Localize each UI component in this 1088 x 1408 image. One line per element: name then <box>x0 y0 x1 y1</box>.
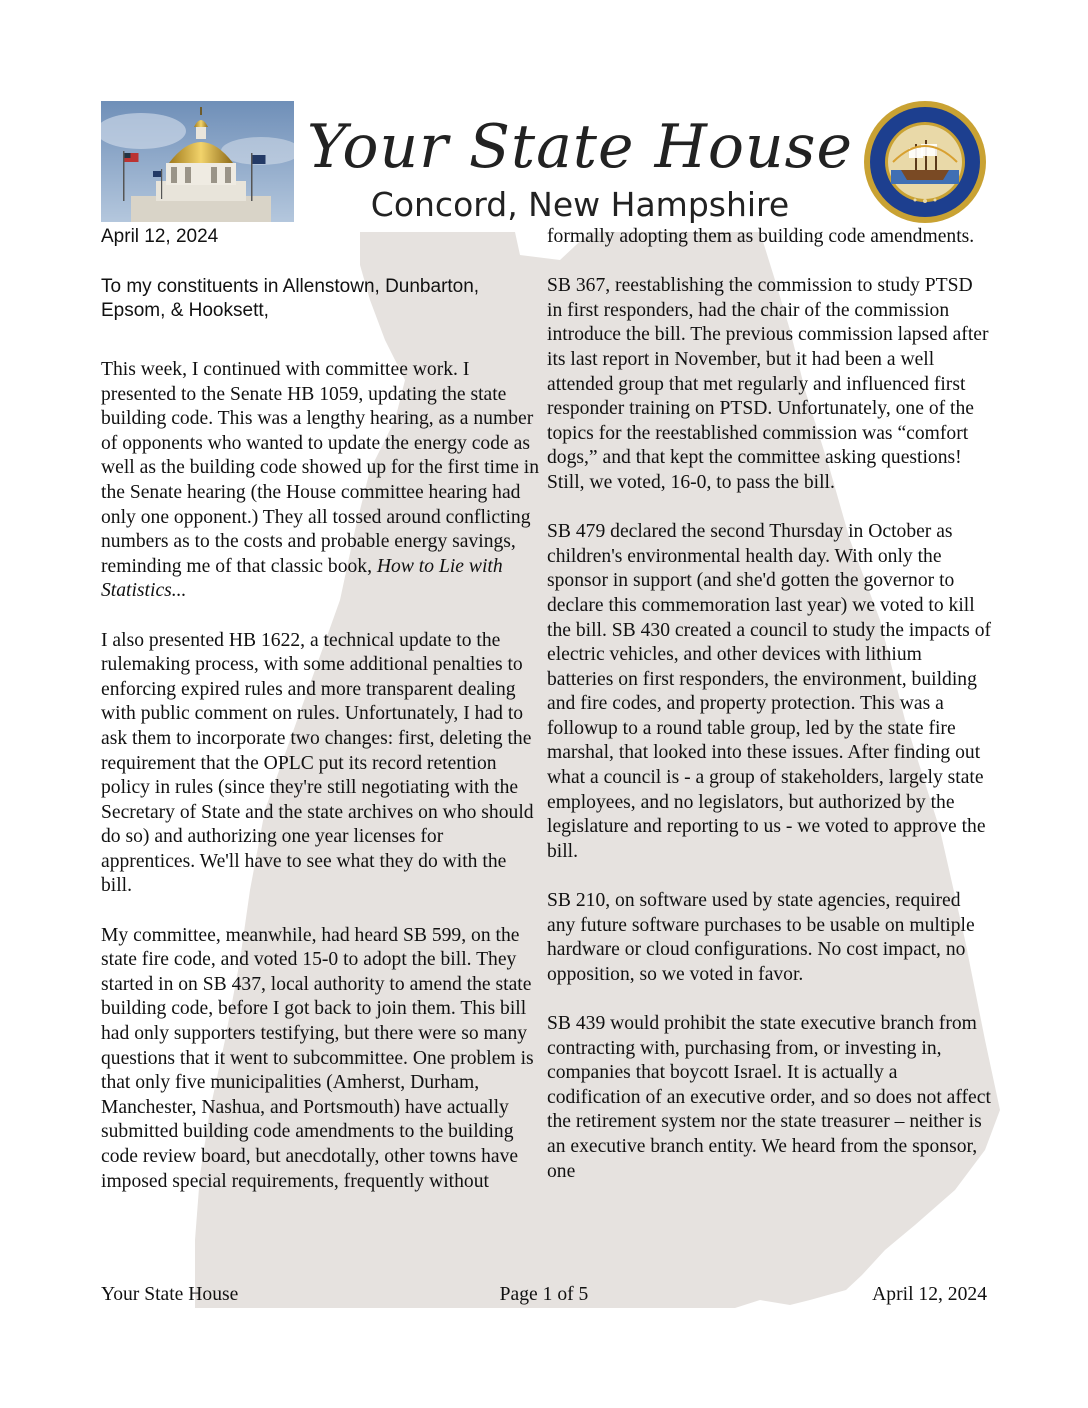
paragraph-continued: formally adopting them as building code amendments. <box>547 226 975 247</box>
paragraph-sb439: SB 439 would prohibit the state executive branch from contracting with, purchasing from, or investing in, companies that boycott Israel. It is actually a codification of an executive order, and so does not affect the retirement system nor the state treasurer – neither is an executive branch entity. We heard from the sponsor, one <box>547 1013 991 1182</box>
left-column <box>101 358 541 1194</box>
paragraph-hb1622: I also presented HB 1622, a technical update to the rulemaking process, with some additional penalties to enforcing expired rules and more transparent dealing with public comment on rules. Unfortunately, I had to ask them to incorporate two changes: first, deleting the requirement that the OPLC put its record retention policy in rules (since they're still negotiating with the Secretary of State and the state archives on who should do so) and authorizing one year licenses for apprentices. We'll have to see what they do with the bill. <box>101 629 534 897</box>
paragraph-hb1059-text: This week, I continued with committee work. I presented to the Senate HB 1059, updating the state building code. This was a lengthy hearing, as a number of opponents who wanted to update the energy code as well as the building code showed up for the first time in the Senate hearing (the House committee hearing had only one opponent.) They all tossed around conflicting numbers as to the costs and probable energy savings, reminding me of that classic book, <box>101 359 540 577</box>
paragraph-committee: My committee, meanwhile, had heard SB 599, on the state fire code, and voted 15-0 to adopt the bill. They started in on SB 437, local authority to amend the state building code, before I got back to join them. This bill had only supporters testifying, but there were so many questions that it went to subcommittee. One problem is that only five municipalities (Amherst, Durham, Manchester, Nashua, and Portsmouth) have actually submitted building code amendments to the building code review board, but anecdotally, other towns have imposed special requirements, frequently without <box>101 924 534 1192</box>
paragraph-hb1059 <box>101 358 541 604</box>
state-house-dome-photo <box>101 101 294 222</box>
paragraph-sb210: SB 210, on software used by state agencies, required any future software purchases to be usable on multiple hardware or cloud configurations. No cost impact, no opposition, so we voted in favor. <box>547 890 975 985</box>
right-column <box>547 225 992 1184</box>
footer-date: April 12, 2024 <box>872 1284 987 1305</box>
letter-date: April 12, 2024 <box>101 226 219 247</box>
paragraph-sb479: SB 479 declared the second Thursday in October as children's environmental health day. With only the sponsor in support (and she'd gotten the governor to declare this commemoration last year) we voted to kill the bill. SB 430 created a council to study the impacts of electric vehicles, and other devices with lithium batteries on first responders, the environment, building and fire codes, and property protection. This was a followup to a round table group, led by the state fire marshal, that looked into these issues. After finding out what a council is - a group of stakeholders, largely state employees, and no legislators, but authorized by the legislature and reporting to us - we voted to approve the bill. <box>547 521 992 862</box>
state-seal-icon <box>863 100 987 224</box>
footer-page-number: Page 1 of 5 <box>499 1284 589 1305</box>
masthead-title: Your State House <box>307 112 853 182</box>
masthead-subtitle: Concord, New Hampshire <box>370 185 790 224</box>
footer-publication-name: Your State House <box>101 1284 239 1305</box>
letter-salutation: To my constituents in Allenstown, Dunbarton, Epsom, & Hooksett, <box>101 276 480 321</box>
book-title: How to Lie with Statistics... <box>101 555 503 602</box>
paragraph-sb367: SB 367, reestablishing the commission to study PTSD in first responders, had the chair of the commission introduce the bill. The previous commission lapsed after its last report in November, but it had been a well attended group that met regularly and influenced first responder training on PTSD. Unfortunately, one of the topics for the reestablished commission was “comfort dogs,” and that kept the committee asking questions! Still, we voted, 16-0, to pass the bill. <box>547 275 989 493</box>
